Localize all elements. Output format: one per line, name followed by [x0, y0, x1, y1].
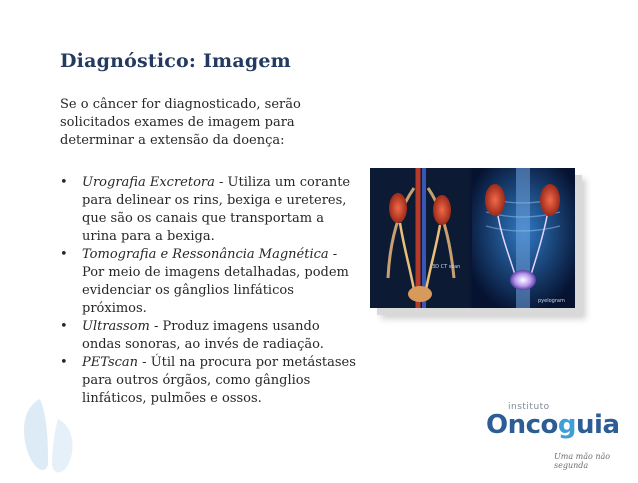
bullet-list — [60, 174, 360, 408]
bullet-marker: • — [60, 175, 68, 190]
logo-wordmark — [486, 410, 619, 440]
bullet-marker: • — [60, 247, 68, 262]
slide-title: Diagnóstico: Imagem — [60, 50, 291, 72]
list-item — [60, 246, 360, 318]
figure-label-pyelogram: pyelogram — [538, 298, 565, 304]
bullet-text: - Utiliza um corante para delinear os rins, bexiga e ureteres, que são os canais que transportam a urina para a bexiga. — [82, 175, 351, 244]
list-item — [60, 354, 360, 408]
oncoguia-logo — [486, 402, 626, 472]
list-item — [60, 318, 360, 354]
logo-suffix: uia — [576, 410, 620, 440]
logo-prefix: Onco — [486, 410, 558, 440]
bullet-term: Tomografia e Ressonância Magnética — [82, 247, 329, 262]
logo-tagline: Uma mão não segunda — [554, 452, 611, 470]
urinary-tract-image — [370, 168, 575, 308]
bullet-term: Urografia Excretora — [82, 175, 215, 190]
figure-label-ct: 3D CT scan — [432, 264, 461, 270]
bullet-text: - Útil na procura por metástases para outros órgãos, como gânglios linfáticos, pulmões e ossos. — [82, 355, 356, 406]
bullet-marker: • — [60, 355, 68, 370]
decorative-wing-icon — [18, 395, 78, 483]
bullet-text: - Produz imagens usando ondas sonoras, ao invés de radiação. — [82, 319, 324, 352]
logo-instituto: instituto — [508, 402, 550, 412]
intro-paragraph: Se o câncer for diagnosticado, serão solicitados exames de imagem para determinar a extensão da doença: — [60, 97, 301, 148]
bullet-marker: • — [60, 319, 68, 334]
medical-image-figure — [370, 168, 575, 308]
list-item — [60, 174, 360, 246]
bullet-term: Ultrassom — [82, 319, 150, 334]
bullet-text: - Por meio de imagens detalhadas, podem evidenciar os gânglios linfáticos próximos. — [82, 247, 349, 316]
bullet-term: PETscan — [82, 355, 139, 370]
logo-highlight: g — [557, 410, 577, 440]
